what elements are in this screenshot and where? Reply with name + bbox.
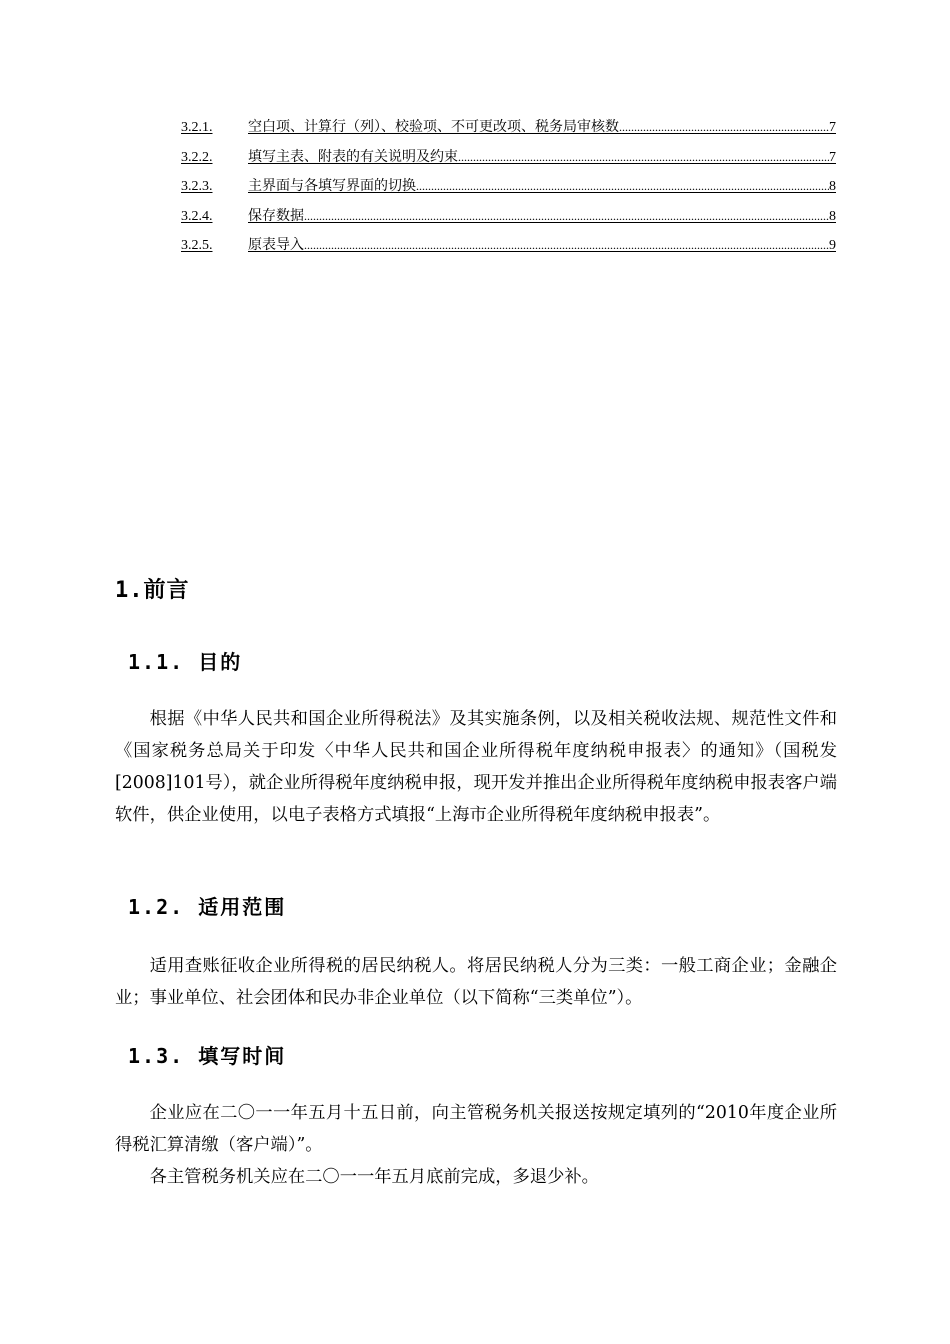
toc-entry-title: 主界面与各填写界面的切换	[248, 178, 416, 194]
toc-leader-dots	[304, 238, 829, 253]
toc-entry-page: 7	[829, 120, 836, 135]
toc-entry[interactable]	[181, 146, 836, 176]
paragraph-purpose: 根据《中华人民共和国企业所得税法》及其实施条例，以及相关税收法规、规范性文件和《国家税务总局关于印发〈中华人民共和国企业所得税年度纳税申报表〉的通知》（国税发[2008]101号），就企业所得税年度纳税申报，现开发并推出企业所得税年度纳税申报表客户端软件，供企业使用，以电子表格方式填报“上海市企业所得税年度纳税申报表”。	[115, 709, 837, 825]
toc-entry-page: 9	[829, 238, 836, 253]
chapter-heading: 1.前言	[115, 578, 190, 603]
toc-entry-page: 7	[829, 149, 836, 165]
toc-entry-page: 8	[829, 179, 836, 194]
toc-entry[interactable]	[181, 234, 836, 264]
toc-leader-dots	[416, 179, 829, 194]
toc-leader-dots	[458, 150, 829, 165]
toc-entry-number: 3.2.4.	[181, 208, 213, 224]
toc-leader-dots	[304, 209, 829, 224]
toc-entry-number: 3.2.2.	[181, 149, 213, 165]
toc-entry-title: 空白项、计算行（列）、校验项、不可更改项、税务局审核数	[248, 119, 619, 135]
paragraph-filing-deadline: 企业应在二〇一一年五月十五日前，向主管税务机关报送按规定填列的“2010年度企业所得税汇算清缴（客户端）”。	[115, 1103, 837, 1155]
section-heading-purpose: 1.1. 目的	[128, 650, 243, 674]
toc-entry-title: 填写主表、附表的有关说明及约束	[248, 148, 458, 165]
toc-entry-title: 原表导入	[248, 237, 304, 253]
toc-leader-dots	[619, 120, 829, 135]
toc-entry-page: 8	[829, 208, 836, 224]
toc-entry-number: 3.2.1.	[181, 120, 213, 135]
toc-entry[interactable]	[181, 175, 836, 205]
toc-entry-title: 保存数据	[248, 207, 304, 224]
paragraph-tax-office-deadline: 各主管税务机关应在二〇一一年五月底前完成，多退少补。	[149, 1167, 599, 1187]
table-of-contents	[181, 116, 836, 264]
toc-entry-number: 3.2.5.	[181, 238, 213, 253]
toc-entry[interactable]	[181, 116, 836, 146]
section-heading-filing-time: 1.3. 填写时间	[128, 1044, 287, 1068]
toc-entry-number: 3.2.3.	[181, 179, 213, 194]
paragraph-scope: 适用查账征收企业所得税的居民纳税人。将居民纳税人分为三类：一般工商企业；金融企业；事业单位、社会团体和民办非企业单位（以下简称“三类单位”）。	[115, 956, 837, 1008]
section-heading-scope: 1.2. 适用范围	[128, 895, 287, 919]
toc-entry[interactable]	[181, 205, 836, 235]
